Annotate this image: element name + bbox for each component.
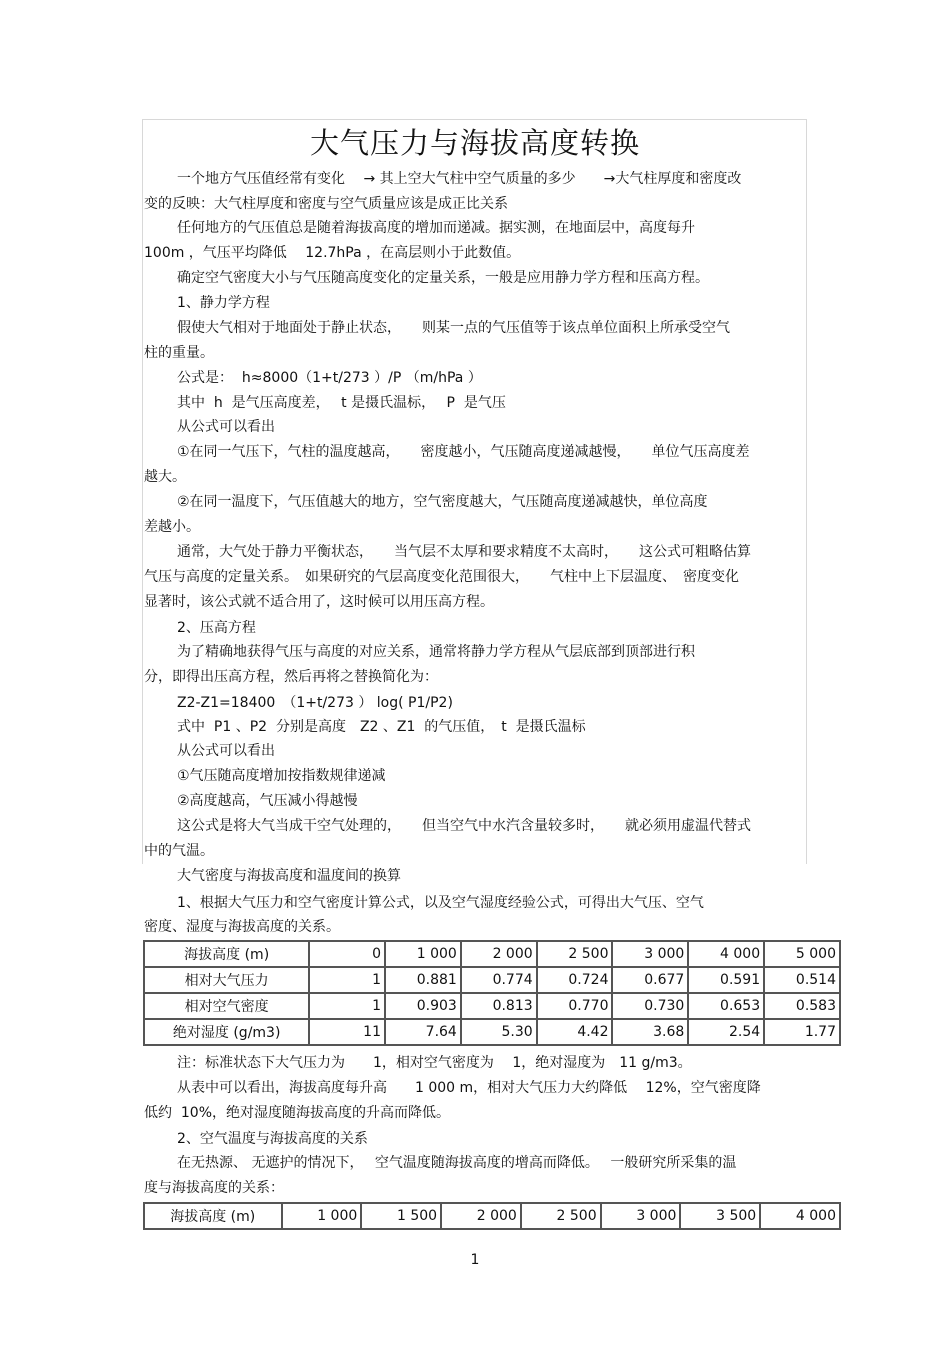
altitude-temperature-table bbox=[143, 1202, 841, 1230]
table-cell: 海拔高度 (m) bbox=[144, 1203, 282, 1229]
paragraph-line: 式中 P1 、P2 分别是高度 Z2 、Z1 的气压值， t 是摄氏温标 bbox=[177, 719, 586, 735]
table-cell: 0 bbox=[309, 941, 385, 967]
table-cell: 4 000 bbox=[760, 1203, 840, 1229]
section-heading: 1、静力学方程 bbox=[177, 295, 270, 311]
paragraph-line: 确定空气密度大小与气压随高度变化的定量关系，一般是应用静力学方程和压高方程。 bbox=[177, 270, 709, 286]
table-cell: 1 500 bbox=[361, 1203, 441, 1229]
paragraph-line: 其中 h 是气压高度差， t 是摄氏温标， P 是气压 bbox=[177, 395, 506, 411]
table-cell: 0.653 bbox=[688, 993, 764, 1019]
table-row bbox=[144, 941, 840, 967]
table-cell: 0.903 bbox=[385, 993, 461, 1019]
paragraph-line: ①在同一气压下，气柱的温度越高， 密度越小，气压随高度递减越慢， 单位气压高度差 bbox=[177, 444, 750, 460]
table-cell: 2 000 bbox=[461, 941, 537, 967]
table-cell: 相对大气压力 bbox=[144, 967, 309, 993]
table-cell: 海拔高度 (m) bbox=[144, 941, 309, 967]
section-heading: 2、压高方程 bbox=[177, 620, 256, 636]
paragraph-line: 从表中可以看出，海拔高度每升高 1 000 m，相对大气压力大约降低 12%，空气密度降 bbox=[177, 1080, 761, 1096]
table-cell: 5 000 bbox=[764, 941, 840, 967]
table-cell: 3.68 bbox=[612, 1019, 688, 1045]
section-heading: 2、空气温度与海拔高度的关系 bbox=[177, 1131, 368, 1147]
paragraph-line: 气压与高度的定量关系。 如果研究的气层高度变化范围很大， 气柱中上下层温度、 密度变化 bbox=[144, 569, 739, 585]
formula-line: 公式是： h≈8000（1+t/273 ）/P （m/hPa ） bbox=[177, 370, 482, 386]
table-cell: 4 000 bbox=[688, 941, 764, 967]
paragraph-line: 度与海拔高度的关系： bbox=[144, 1180, 284, 1196]
page-title: 大气压力与海拔高度转换 bbox=[309, 126, 640, 160]
table-cell: 0.881 bbox=[385, 967, 461, 993]
paragraph-line: 越大。 bbox=[144, 469, 186, 485]
table-cell: 2 500 bbox=[521, 1203, 601, 1229]
table-row bbox=[144, 1203, 840, 1229]
table-cell: 2 500 bbox=[537, 941, 613, 967]
table-cell: 0.514 bbox=[764, 967, 840, 993]
table-cell: 2.54 bbox=[688, 1019, 764, 1045]
formula-line: Z2-Z1=18400 （1+t/273 ） log( P1/P2) bbox=[177, 695, 453, 711]
paragraph-line: 这公式是将大气当成干空气处理的， 但当空气中水汽含量较多时， 就必须用虚温代替式 bbox=[177, 818, 751, 834]
paragraph-line: 为了精确地获得气压与高度的对应关系，通常将静力学方程从气层底部到顶部进行积 bbox=[177, 644, 695, 660]
paragraph-line: 1、根据大气压力和空气密度计算公式，以及空气湿度经验公式，可得出大气压、空气 bbox=[177, 895, 704, 911]
paragraph-line: 变的反映：大气柱厚度和密度与空气质量应该是成正比关系 bbox=[144, 196, 508, 212]
table-cell: 相对空气密度 bbox=[144, 993, 309, 1019]
table-cell: 0.677 bbox=[612, 967, 688, 993]
table-cell: 7.64 bbox=[385, 1019, 461, 1045]
table-cell: 3 500 bbox=[680, 1203, 760, 1229]
paragraph-line: 柱的重量。 bbox=[144, 345, 214, 361]
paragraph-line: 密度、湿度与海拔高度的关系。 bbox=[144, 919, 340, 935]
paragraph-line: 低约 10%，绝对湿度随海拔高度的升高而降低。 bbox=[144, 1105, 451, 1121]
table-cell: 3 000 bbox=[601, 1203, 681, 1229]
content-frame-right bbox=[806, 119, 807, 864]
paragraph-line: 从公式可以看出 bbox=[177, 419, 275, 435]
table-cell: 1 000 bbox=[282, 1203, 362, 1229]
table-cell: 2 000 bbox=[441, 1203, 521, 1229]
page-number: 1 bbox=[470, 1252, 480, 1268]
table-cell: 绝对湿度 (g/m3) bbox=[144, 1019, 309, 1045]
paragraph-line: 任何地方的气压值总是随着海拔高度的增加而递减。据实测，在地面层中，高度每升 bbox=[177, 220, 695, 236]
table-row bbox=[144, 967, 840, 993]
table-cell: 1 000 bbox=[385, 941, 461, 967]
table-row bbox=[144, 993, 840, 1019]
paragraph-line: 通常，大气处于静力平衡状态， 当气层不太厚和要求精度不太高时， 这公式可粗略估算 bbox=[177, 544, 751, 560]
paragraph-line: 从公式可以看出 bbox=[177, 743, 275, 759]
paragraph-line: 差越小。 bbox=[144, 519, 200, 535]
table-cell: 0.591 bbox=[688, 967, 764, 993]
table-cell: 1 bbox=[309, 993, 385, 1019]
table-cell: 1.77 bbox=[764, 1019, 840, 1045]
table-cell: 4.42 bbox=[537, 1019, 613, 1045]
paragraph-line: 一个地方气压值经常有变化 → 其上空大气柱中空气质量的多少 →大气柱厚度和密度改 bbox=[177, 171, 742, 187]
paragraph-line: 100m ，气压平均降低 12.7hPa ，在高层则小于此数值。 bbox=[144, 245, 521, 261]
table-cell: 0.724 bbox=[537, 967, 613, 993]
paragraph-line: 显著时，该公式就不适合用了，这时候可以用压高方程。 bbox=[144, 594, 494, 610]
altitude-density-table bbox=[143, 940, 841, 1046]
paragraph-line: 在无热源、 无遮护的情况下， 空气温度随海拔高度的增高而降低。 一般研究所采集的温 bbox=[177, 1155, 737, 1171]
paragraph-line: 分，即得出压高方程，然后再将之替换简化为： bbox=[144, 669, 438, 685]
table-cell: 3 000 bbox=[612, 941, 688, 967]
table-note: 注：标准状态下大气压力为 1，相对空气密度为 1，绝对湿度为 11 g/m3。 bbox=[177, 1055, 692, 1071]
table-cell: 0.770 bbox=[537, 993, 613, 1019]
table-cell: 0.813 bbox=[461, 993, 537, 1019]
paragraph-line: ②在同一温度下，气压值越大的地方，空气密度越大，气压随高度递减越快，单位高度 bbox=[177, 494, 708, 510]
content-frame-left bbox=[142, 119, 143, 864]
table-cell: 0.774 bbox=[461, 967, 537, 993]
paragraph-line: 中的气温。 bbox=[144, 843, 214, 859]
table-cell: 5.30 bbox=[461, 1019, 537, 1045]
paragraph-line: ②高度越高，气压减小得越慢 bbox=[177, 793, 358, 809]
paragraph-line: 假使大气相对于地面处于静止状态， 则某一点的气压值等于该点单位面积上所承受空气 bbox=[177, 320, 730, 336]
table-cell: 0.583 bbox=[764, 993, 840, 1019]
table-cell: 0.730 bbox=[612, 993, 688, 1019]
table-row bbox=[144, 1019, 840, 1045]
content-frame-top bbox=[142, 119, 806, 120]
paragraph-line: ①气压随高度增加按指数规律递减 bbox=[177, 768, 386, 784]
table-cell: 11 bbox=[309, 1019, 385, 1045]
table-cell: 1 bbox=[309, 967, 385, 993]
section-heading: 大气密度与海拔高度和温度间的换算 bbox=[177, 868, 401, 884]
